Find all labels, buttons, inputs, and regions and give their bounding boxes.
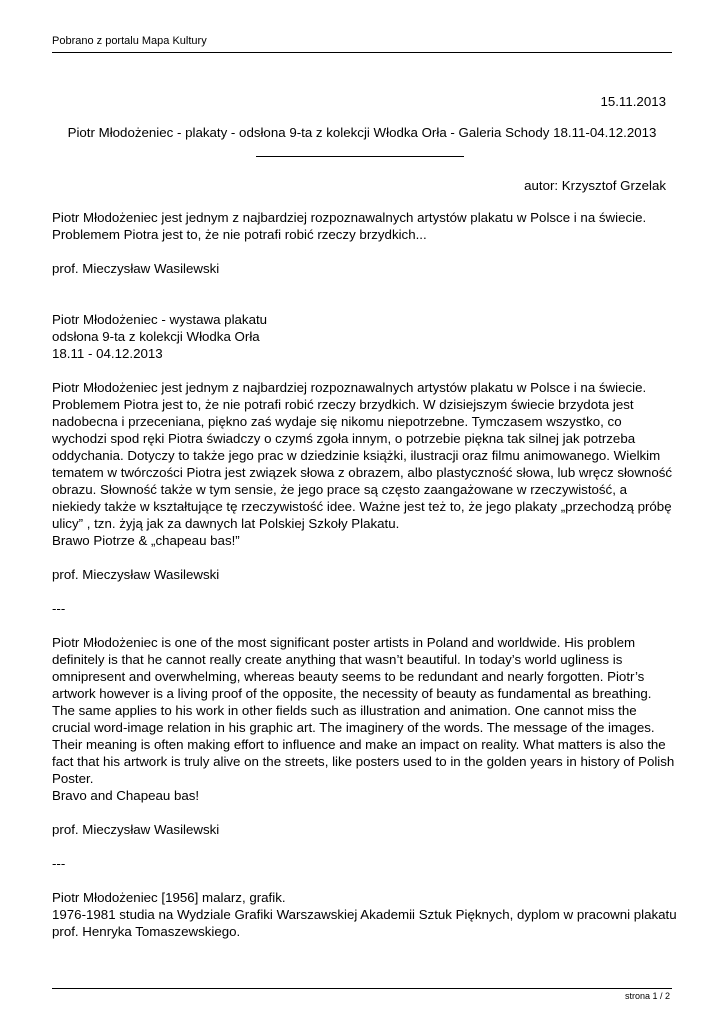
title-underline (256, 156, 464, 157)
page-number: strona 1 / 2 (624, 991, 670, 1001)
lead-signature: prof. Mieczysław Wasilewski (52, 261, 220, 276)
polish-paragraph: Piotr Młodożeniec jest jednym z najbardziej rozpoznawalnych artystów plakatu w Polsce i na świecie. Problemem Piotra jest to, że nie potrafi robić rzeczy brzydkich. W dzisiejszym świecie brzydota jest nadobecna i przeceniana, piękno zaś wydaje się nikomu niepotrzebne. Tymczasem wszystko, co wychodzi spod ręki Piotra świadczy o czymś zgoła innym, o potrzebie piękna tak silnej jak potrzeba oddychania. Dotyczy to także jego prac w dziedzinie książki, ilustracji oraz filmu animowanego. Wielkim tematem w twórczości Piotra jest związek słowa z obrazem, albo plastyczność słowa, lub wręcz słowność obrazu. Słowność także w tym sensie, że jego prace są często zaangażowane w rzeczywistość, a niekiedy także w kształtujące tę rzeczywistość idee. Ważne jest też to, że jego plakaty „przechodzą próbę ulicy” , tzn. żyją jak za dawnych lat Polskiej Szkoły Plakatu. Brawo Piotrze & „chapeau bas!” (52, 380, 673, 548)
section-separator: --- (52, 856, 66, 871)
lead-paragraph: Piotr Młodożeniec jest jednym z najbardziej rozpoznawalnych artystów plakatu w Polsce i na świecie. Problemem Piotra jest to, że nie potrafi robić rzeczy brzydkich... (52, 210, 647, 242)
header-source-text: Pobrano z portalu Mapa Kultury (52, 35, 207, 47)
english-signature: prof. Mieczysław Wasilewski (52, 822, 220, 837)
english-paragraph: Piotr Młodożeniec is one of the most significant poster artists in Poland and worldwide. His problem definitely is that he cannot really create anything that wasn’t beautiful. In today’s world ugliness is omnipresent and overwhelming, whereas beauty seems to be redundant and nearly forgotten. Piotr’s artwork however is a living proof of the opposite, the necessity of beauty as fundamental as breathing. The same applies to his work in other fields such as illustration and animation. One cannot miss the crucial word-image relation in his graphic art. The imaginery of the words. The message of the images. Their meaning is often making effort to influence and make an impact on reality. What matters is also the fact that his artwork is truly alive on the streets, like posters used to in the golden years in history of Polish Poster. Bravo and Chapeau bas! (52, 635, 675, 803)
footer-divider (52, 988, 672, 989)
exhibition-info: Piotr Młodożeniec - wystawa plakatu odsłona 9-ta z kolekcji Włodka Orła 18.11 - 04.12.2013 (52, 312, 268, 361)
article-title: Piotr Młodożeniec - plakaty - odsłona 9-ta z kolekcji Włodka Orła - Galeria Schody 18.11-04.12.2013 (67, 125, 657, 140)
header-divider (52, 52, 672, 53)
article-author: autor: Krzysztof Grzelak (524, 178, 666, 193)
artist-bio: Piotr Młodożeniec [1956] malarz, grafik. 1976-1981 studia na Wydziale Grafiki Warszawskiej Akademii Sztuk Pięknych, dyplom w pracowni plakatu prof. Henryka Tomaszewskiego. (52, 890, 677, 939)
article-body (52, 209, 677, 940)
polish-signature: prof. Mieczysław Wasilewski (52, 567, 220, 582)
article-date: 15.11.2013 (600, 94, 666, 109)
section-separator: --- (52, 601, 66, 616)
